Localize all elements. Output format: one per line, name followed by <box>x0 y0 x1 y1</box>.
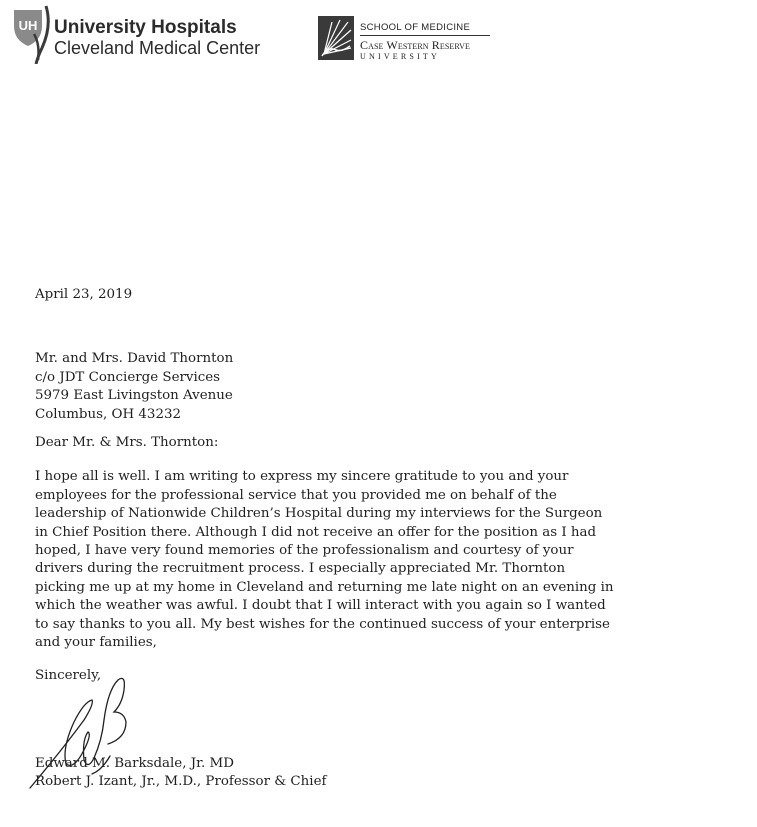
signer-title: Robert J. Izant, Jr., M.D., Professor & Chief <box>35 774 327 790</box>
address-line: Columbus, OH 43232 <box>35 406 182 422</box>
cwru-divider <box>360 35 490 36</box>
cwru-name: Case Western Reserve <box>360 38 471 52</box>
body-line: and your families, <box>35 635 157 651</box>
uh-wordmark <box>54 18 260 58</box>
letter-date: April 23, 2019 <box>35 287 133 302</box>
svg-text:UH: UH <box>18 18 38 33</box>
uh-logo <box>12 4 261 64</box>
uh-name: University Hospitals <box>54 17 237 38</box>
body-line: employees for the professional service that you provided me on behalf of the <box>35 487 557 503</box>
cwru-school: SCHOOL OF MEDICINE <box>360 22 471 33</box>
body-line: in Chief Position there. Although I did not receive an offer for the position as I had <box>35 524 597 540</box>
address-line: 5979 East Livingston Avenue <box>35 388 233 404</box>
cwru-university: UNIVERSITY <box>360 52 440 61</box>
body-line: picking me up at my home in Cleveland and returning me late night on an evening in <box>35 579 614 595</box>
address-line: c/o JDT Concierge Services <box>35 369 221 385</box>
body-line: to say thanks to you all. My best wishes for the continued success of your enterprise <box>35 616 610 632</box>
body-line: drivers during the recruitment process. I especially appreciated Mr. Thornton <box>35 561 566 577</box>
recipient-address <box>35 350 735 424</box>
uh-shield-icon <box>12 4 52 64</box>
signer-name: Edward M. Barksdale, Jr. MD <box>35 755 234 771</box>
address-line: Mr. and Mrs. David Thornton <box>35 351 234 367</box>
salutation: Dear Mr. & Mrs. Thornton: <box>35 435 219 451</box>
body-paragraph <box>35 468 735 652</box>
closing: Sincerely, <box>35 667 102 683</box>
body-line: I hope all is well. I am writing to express my sincere gratitude to you and your <box>35 469 569 485</box>
body-line: which the weather was awful. I doubt that I will interact with you again so I wanted <box>35 598 606 614</box>
cwru-wordmark <box>360 22 490 61</box>
uh-subname: Cleveland Medical Center <box>54 38 261 58</box>
handwritten-signature-icon <box>22 660 142 800</box>
cwru-logo <box>318 16 508 62</box>
body-line: leadership of Nationwide Children’s Hospital during my interviews for the Surgeon <box>35 506 603 522</box>
cwru-sunburst-icon <box>318 16 354 60</box>
body-line: hoped, I have very found memories of the professionalism and courtesy of your <box>35 543 574 559</box>
